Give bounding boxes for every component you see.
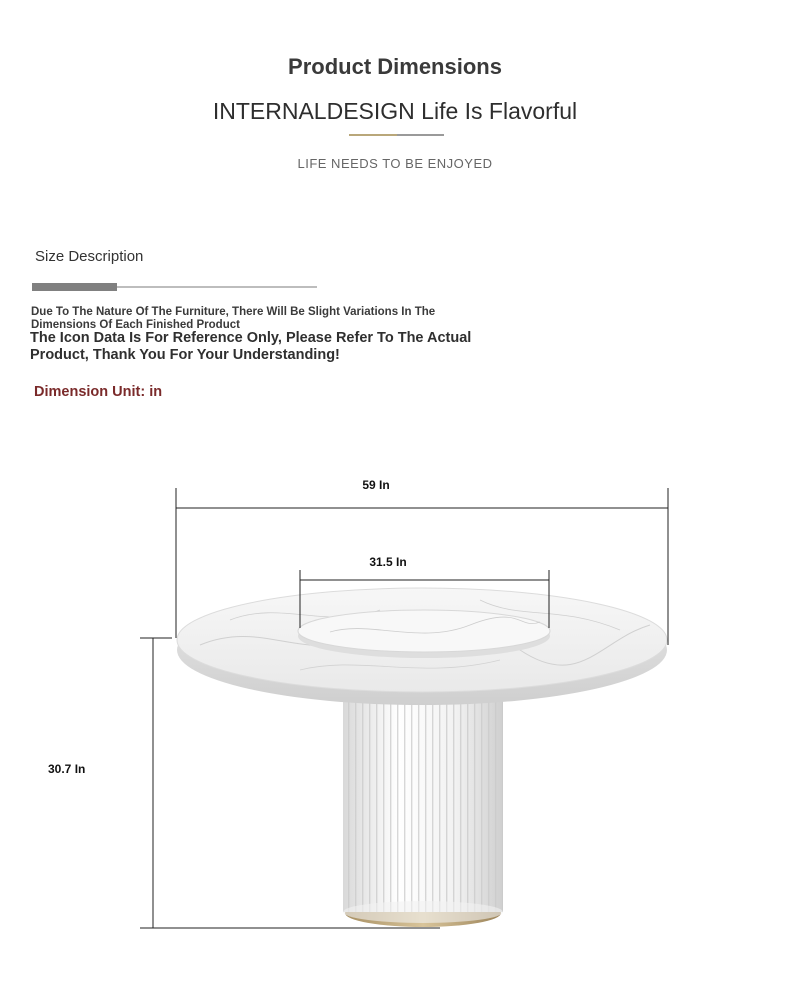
height-dimension-label: 30.7 In	[48, 762, 86, 776]
variation-note: Due To The Nature Of The Furniture, There Will Be Slight Variations In The Dimensions Of Each Finished Product	[31, 306, 436, 331]
reference-note: The Icon Data Is For Reference Only, Please Refer To The Actual Product, Thank You For Your Understanding!	[30, 330, 472, 363]
brand-subtitle: INTERNALDESIGN Life Is Flavorful	[212, 98, 578, 124]
tagline: LIFE NEEDS TO BE ENJOYED	[297, 156, 493, 171]
turntable	[298, 610, 550, 658]
pedestal-base	[343, 690, 503, 927]
width-dimension-label: 59 In	[362, 478, 390, 492]
page-title: Product Dimensions	[288, 54, 502, 79]
turntable-dimension-label: 31.5 In	[369, 555, 407, 569]
size-description-heading: Size Description	[35, 248, 144, 265]
dimension-unit-label: Dimension Unit: in	[34, 384, 163, 400]
